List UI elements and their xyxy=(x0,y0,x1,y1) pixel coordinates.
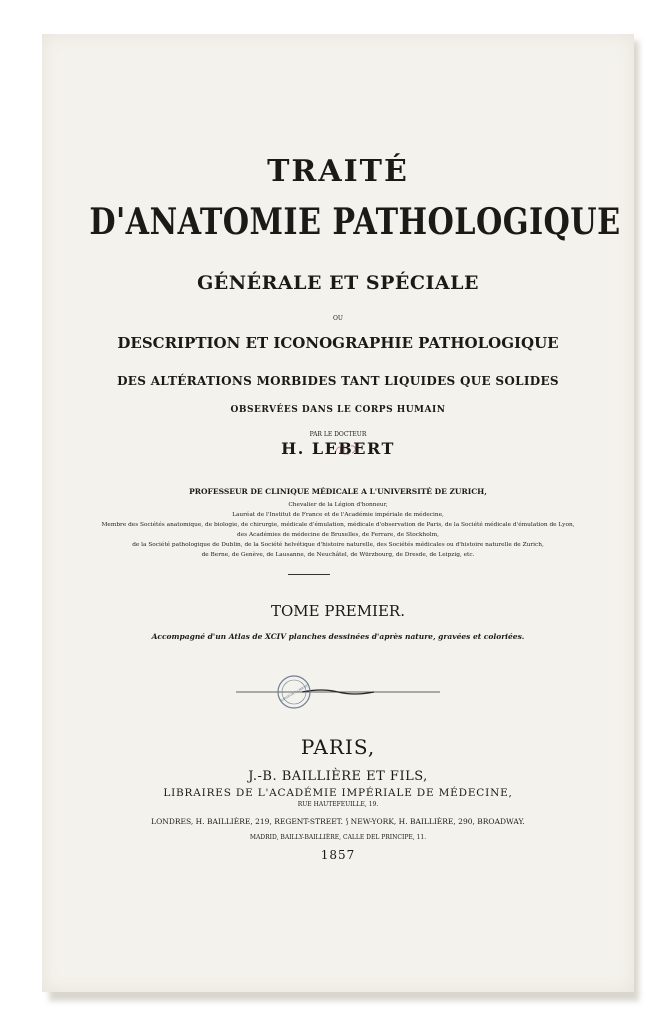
svg-text:SURGEON'S LIBRARY: SURGEON'S LIBRARY xyxy=(279,682,310,703)
imprint-city: PARIS, xyxy=(300,735,376,759)
ornamental-rule-with-stamp xyxy=(232,674,444,710)
credential-line-1: PROFESSEUR DE CLINIQUE MÉDICALE A L'UNIVERSITÉ DE ZURICH, xyxy=(189,487,487,496)
credential-line-3: Lauréat de l'Institut de France et de l'Académie impériale de médecine, xyxy=(232,512,444,518)
by-line: PAR LE DOCTEUR xyxy=(309,431,367,438)
publication-year: 1857 xyxy=(320,848,356,862)
divider-rule xyxy=(288,574,330,575)
title-line-1: TRAITÉ xyxy=(267,154,409,189)
credential-line-7: de Berne, de Genève, de Lausanne, de Neuchâtel, de Würzbourg, de Dresde, de Leipzig, etc. xyxy=(201,552,475,558)
branch-line xyxy=(42,817,634,826)
publisher-name: J.-B. BAILLIÈRE ET FILS, xyxy=(248,769,428,784)
credential-line-4: Membre des Sociétés anatomique, de biologie, de chirurgie, médicale d'émulation, médicale d'observation de Paris, de la Société médicale d'émulation de Lyon, xyxy=(101,522,575,528)
title-page xyxy=(42,34,634,992)
subtitle-line-2: DES ALTÉRATIONS MORBIDES TANT LIQUIDES QUE SOLIDES xyxy=(117,374,559,388)
credential-line-2: Chevalier de la Légion d'honneur, xyxy=(288,502,388,508)
title-line-2: D'ANATOMIE PATHOLOGIQUE xyxy=(89,201,621,243)
credential-line-6: de la Société pathologique de Dublin, de la Société helvétique d'histoire naturelle, des Sociétés médicales ou d'histoire naturelle de Zurich, xyxy=(132,542,544,548)
conjunction: OU xyxy=(333,315,343,322)
publisher-address: RUE HAUTEFEUILLE, 19. xyxy=(297,801,379,808)
atlas-note: Accompagné d'un Atlas de XCIV planches dessinées d'après nature, gravées et coloriées. xyxy=(151,632,525,641)
title-line-3: GÉNÉRALE ET SPÉCIALE xyxy=(197,272,479,294)
credential-line-5: des Académies de médecine de Bruxelles, de Ferrare, de Stockholm, xyxy=(237,532,439,538)
london-branch: LONDRES, H. BAILLIÈRE, 219, REGENT-STREET. xyxy=(151,817,343,826)
author-name: H. LEBERT xyxy=(281,439,395,458)
publisher-line-2: LIBRAIRES DE L'ACADÉMIE IMPÉRIALE DE MÉDECINE, xyxy=(163,787,513,799)
newyork-branch: NEW-YORK, H. BAILLIÈRE, 290, BROADWAY. xyxy=(350,817,525,826)
subtitle-line-3: OBSERVÉES DANS LE CORPS HUMAIN xyxy=(230,405,446,415)
madrid-branch: MADRID, BAILLY-BAILLIÈRE, CALLE DEL PRINCIPE, 11. xyxy=(249,834,427,841)
subtitle-line-1: DESCRIPTION ET ICONOGRAPHIE PATHOLOGIQUE xyxy=(117,334,559,352)
brace-icon: ⟆ xyxy=(345,817,351,826)
volume-label: TOME PREMIER. xyxy=(270,602,405,620)
